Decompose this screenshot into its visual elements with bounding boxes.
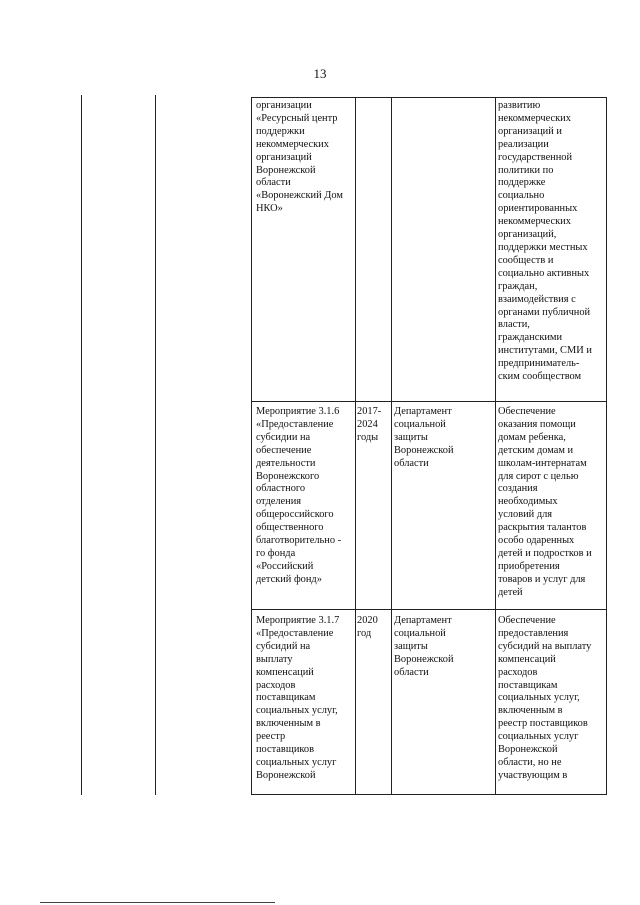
table-divider-2: [391, 97, 392, 794]
row-2-period: 2017- 2024 годы: [357, 406, 382, 443]
row-separator-2: [251, 609, 607, 610]
row-3-period: 2020 год: [357, 615, 378, 639]
page-number: 13: [313, 66, 327, 81]
table-divider-1: [355, 97, 356, 794]
row-1-result: развитию некоммерческих организаций и реализации государственной политики по поддержке социально ориентированных некоммерческих организаций, поддержки местных сообществ и социально активных граждан, взаимодействия с органами публичной власти, гражданскими институтами, СМИ и предприниматель- ским сообществом: [498, 100, 592, 383]
row-3-executor: Департамент социальной защиты Воронежской области: [394, 615, 454, 678]
left-column-line-1: [81, 95, 82, 795]
row-2-result: Обеспечение оказания помощи домам ребенка, детским домам и школам-интернатам для сирот с целью создания необходимых условий для раскрытия талантов особо одаренных детей и подростков и приобретения товаров и услуг для детей: [498, 406, 592, 598]
row-3-result: Обеспечение предоставления субсидий на выплату компенсаций расходов поставщикам социальных услуг, включенным в реестр поставщиков социальных услуг Воронежской области, но не участвующим в: [498, 615, 592, 781]
table-divider-3: [495, 97, 496, 794]
row-2-name: Мероприятие 3.1.6 «Предоставление субсидии на обеспечение деятельности Воронежского областного отделения общероссийского общественного благотворительно - го фонда «Российский детский фонд»: [256, 406, 342, 585]
table-border-bottom: [251, 794, 607, 795]
row-3-name: Мероприятие 3.1.7 «Предоставление субсидий на выплату компенсаций расходов поставщикам социальных услуг, включенным в реестр поставщиков социальных услуг Воронежской: [256, 615, 340, 781]
table-border-right: [606, 97, 607, 794]
footer-line: [40, 902, 275, 903]
row-2-executor: Департамент социальной защиты Воронежской области: [394, 406, 454, 469]
row-1-name: организации «Ресурсный центр поддержки некоммерческих организаций Воронежской области «Воронежский Дом НКО»: [256, 100, 343, 215]
left-column-line-2: [155, 95, 156, 795]
table-border-left: [251, 97, 252, 794]
table-border-top: [251, 97, 607, 98]
row-separator-1: [251, 401, 607, 402]
